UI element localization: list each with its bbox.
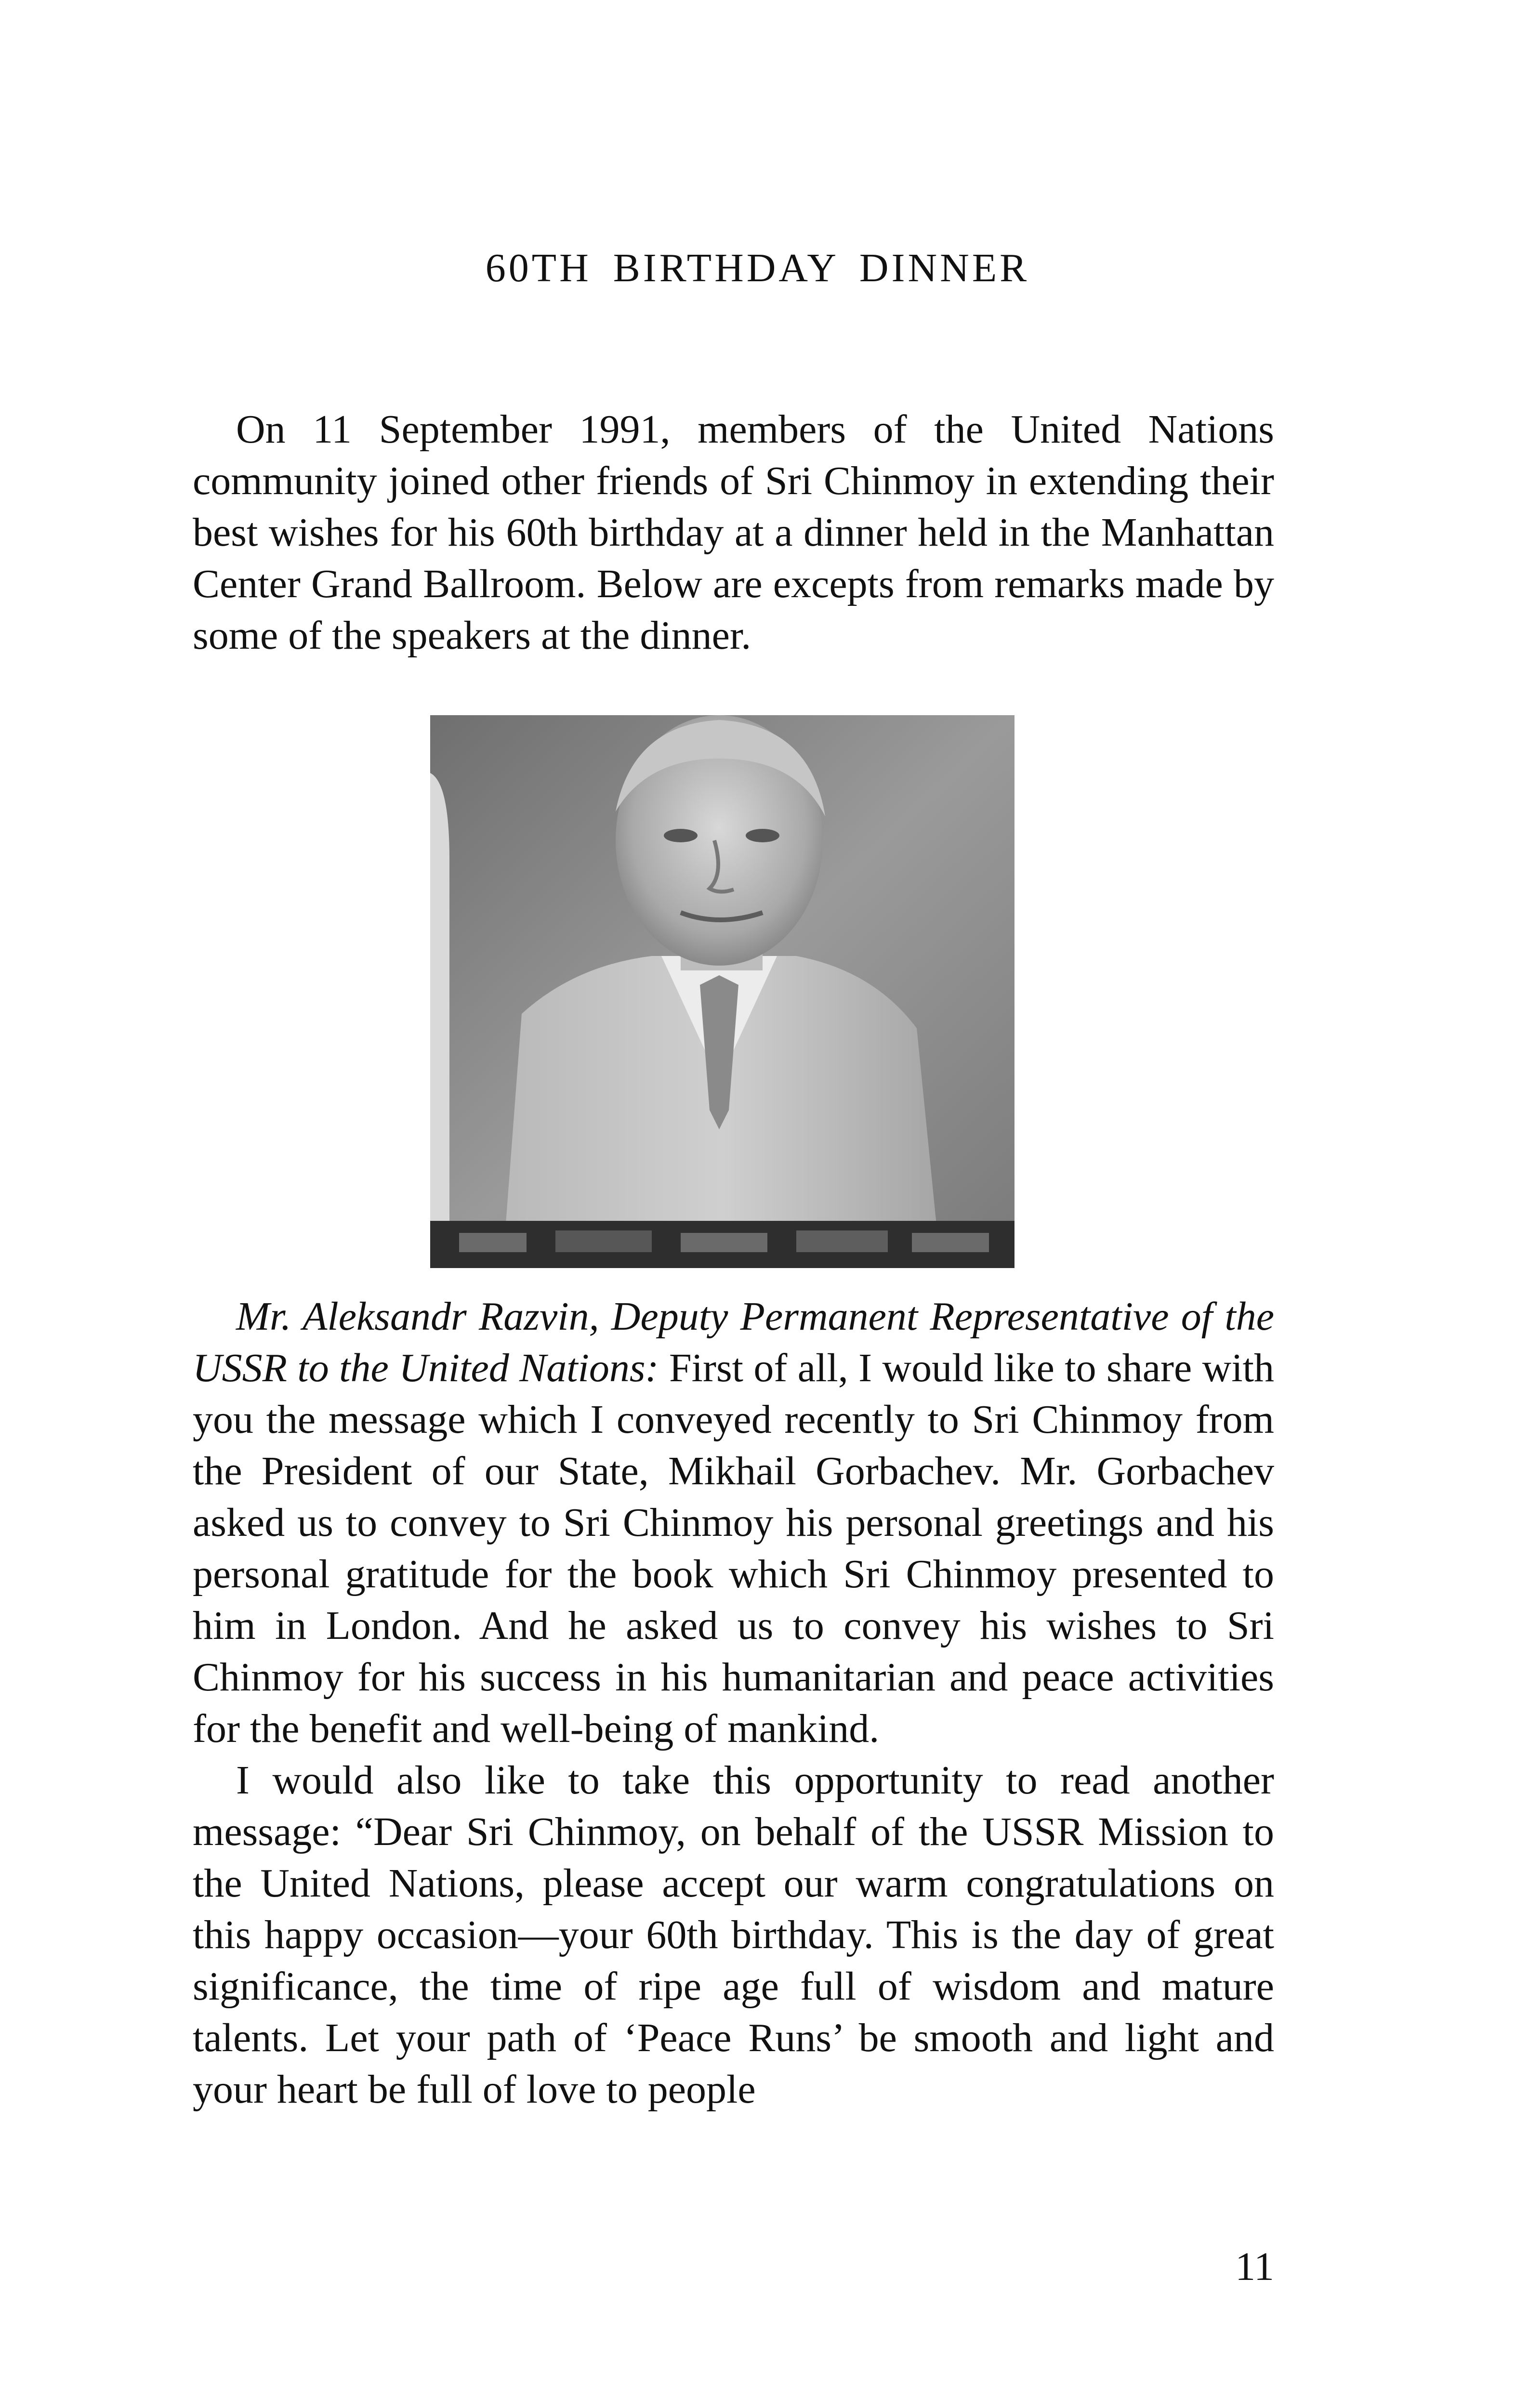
speaker-attribution: Mr. Aleksandr Razvin, Deputy Permanent Representative of the USSR to the United Nations: [193,1294,1274,1390]
intro-paragraph: On 11 September 1991, members of the United Nations community joined other friends of Sri Chinmoy in extending their best wishes for his 60th birthday at a dinner held in the Manhattan Center Grand Ballroom. Below are excepts from remarks made by some of the speakers at the dinner. [193,407,1274,658]
page-number: 11 [1235,2244,1274,2289]
speech-paragraph-1 [193,1291,1274,1754]
speech-paragraph-2: I would also like to take this opportunity to read another message: “Dear Sri Chinmoy, on behalf of the USSR Mission to the United Nations, please accept our warm congratulations on this happy occasion—your 60th birthday. This is the day of great significance, the time of ripe age full of wisdom and mature talents. Let your path of ‘Peace Runs’ be smooth and light and your heart be full of love to people [193,1758,1274,2112]
speech-paragraph-1-text: First of all, I would like to share with you the message which I conveyed recently to Sri Chinmoy from the President of our State, Mikhail Gorbachev. Mr. Gorbachev asked us to convey to Sri Chinmoy his personal greetings and his personal gratitude for the book which Sri Chinmoy presented to him in London. And he asked us to convey his wishes to Sri Chinmoy for his success in his humanitarian and peace activities for the benefit and well-being of mankind. [193,1346,1275,1751]
speaker-photo [430,715,1014,1268]
page-title: 60TH BIRTHDAY DINNER [485,246,1030,290]
speech-text [193,1291,1274,2115]
speaker-photo-image [430,715,1014,1268]
